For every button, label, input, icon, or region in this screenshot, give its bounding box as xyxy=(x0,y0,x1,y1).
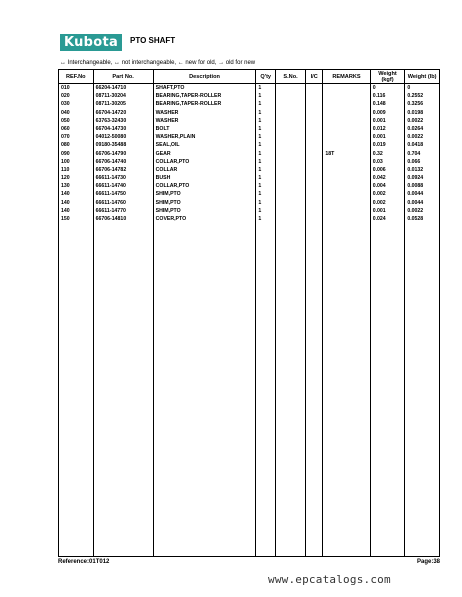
cell-remarks xyxy=(323,92,370,100)
cell-serial-no xyxy=(276,174,306,182)
parts-table xyxy=(58,69,440,557)
table-row xyxy=(59,84,440,93)
cell-qty: 1 xyxy=(256,109,276,117)
cell-serial-no xyxy=(276,100,306,108)
cell-remarks xyxy=(323,109,370,117)
table-row xyxy=(59,109,440,117)
cell-weight-lb: 0 xyxy=(405,84,440,93)
cell-serial-no xyxy=(276,190,306,198)
cell-weight-lb: 0.0924 xyxy=(405,174,440,182)
cell-qty: 1 xyxy=(256,215,276,223)
cell-weight-lb: 0.0418 xyxy=(405,141,440,149)
table-row xyxy=(59,215,440,223)
col-header-qty: Q'ty xyxy=(256,70,276,84)
interchange-legend: ↔ Interchangeable, ↔ not interchangeable, ← new for old, → old for new xyxy=(60,60,256,66)
cell-part-no: 66706-14740 xyxy=(93,158,153,166)
cell-weight-kgf: 0.042 xyxy=(370,174,405,182)
cell-description: WASHER,PLAIN xyxy=(153,133,256,141)
cell-serial-no xyxy=(276,133,306,141)
cell-ic xyxy=(306,207,323,215)
cell-serial-no xyxy=(276,182,306,190)
cell-remarks xyxy=(323,133,370,141)
cell-description: BUSH xyxy=(153,174,256,182)
table-row xyxy=(59,182,440,190)
empty-cell xyxy=(306,223,323,556)
cell-weight-kgf: 0.019 xyxy=(370,141,405,149)
cell-qty: 1 xyxy=(256,141,276,149)
cell-weight-kgf: 0.001 xyxy=(370,133,405,141)
cell-serial-no xyxy=(276,150,306,158)
cell-ref-no: 070 xyxy=(59,133,94,141)
table-row xyxy=(59,133,440,141)
cell-qty: 1 xyxy=(256,166,276,174)
cell-qty: 1 xyxy=(256,150,276,158)
cell-ic xyxy=(306,174,323,182)
cell-part-no: 66706-14782 xyxy=(93,166,153,174)
page-title: PTO SHAFT xyxy=(130,36,176,45)
cell-ref-no: 030 xyxy=(59,100,94,108)
cell-description: COLLAR,PTO xyxy=(153,182,256,190)
cell-weight-kgf: 0.012 xyxy=(370,125,405,133)
cell-part-no: 04012-50080 xyxy=(93,133,153,141)
cell-ic xyxy=(306,215,323,223)
cell-remarks xyxy=(323,215,370,223)
col-header-part-no: Part No. xyxy=(93,70,153,84)
cell-weight-lb: 0.0198 xyxy=(405,109,440,117)
cell-weight-lb: 0.0044 xyxy=(405,190,440,198)
cell-description: SHIM,PTO xyxy=(153,190,256,198)
cell-qty: 1 xyxy=(256,174,276,182)
cell-weight-kgf: 0.001 xyxy=(370,207,405,215)
cell-part-no: 66611-14730 xyxy=(93,174,153,182)
col-header-weight-lb: Weight (lb) xyxy=(405,70,440,84)
cell-weight-kgf: 0.001 xyxy=(370,117,405,125)
cell-part-no: 63763-32430 xyxy=(93,117,153,125)
cell-ref-no: 110 xyxy=(59,166,94,174)
cell-qty: 1 xyxy=(256,182,276,190)
cell-weight-kgf: 0.002 xyxy=(370,199,405,207)
cell-part-no: 66611-14740 xyxy=(93,182,153,190)
cell-part-no: 66611-14750 xyxy=(93,190,153,198)
cell-ref-no: 150 xyxy=(59,215,94,223)
cell-ref-no: 140 xyxy=(59,207,94,215)
col-header-description: Description xyxy=(153,70,256,84)
cell-description: SHAFT,PTO xyxy=(153,84,256,93)
page-number: Page:38 xyxy=(416,559,440,565)
empty-cell xyxy=(323,223,370,556)
parts-table-body xyxy=(59,84,440,557)
cell-remarks xyxy=(323,166,370,174)
cell-ref-no: 130 xyxy=(59,182,94,190)
table-row xyxy=(59,92,440,100)
cell-remarks xyxy=(323,117,370,125)
cell-ref-no: 010 xyxy=(59,84,94,93)
cell-ic xyxy=(306,190,323,198)
cell-ic xyxy=(306,117,323,125)
cell-description: BEARING,TAPER-ROLLER xyxy=(153,92,256,100)
cell-weight-lb: 0.0528 xyxy=(405,215,440,223)
cell-ic xyxy=(306,100,323,108)
kubota-logo: Kubota xyxy=(60,34,122,51)
cell-remarks xyxy=(323,199,370,207)
cell-ref-no: 020 xyxy=(59,92,94,100)
cell-serial-no xyxy=(276,125,306,133)
cell-qty: 1 xyxy=(256,84,276,93)
cell-remarks xyxy=(323,182,370,190)
cell-serial-no xyxy=(276,207,306,215)
cell-ref-no: 040 xyxy=(59,109,94,117)
cell-weight-lb: 0.704 xyxy=(405,150,440,158)
table-row xyxy=(59,174,440,182)
cell-description: COVER,PTO xyxy=(153,215,256,223)
cell-description: SHIM,PTO xyxy=(153,199,256,207)
cell-ref-no: 140 xyxy=(59,199,94,207)
cell-ic xyxy=(306,125,323,133)
cell-part-no: 66704-14730 xyxy=(93,125,153,133)
cell-weight-kgf: 0.009 xyxy=(370,109,405,117)
cell-serial-no xyxy=(276,199,306,207)
reference-label: Reference:01T012 xyxy=(58,559,110,565)
empty-cell xyxy=(370,223,405,556)
cell-weight-lb: 0.3256 xyxy=(405,100,440,108)
cell-ic xyxy=(306,84,323,93)
cell-weight-lb: 0.0132 xyxy=(405,166,440,174)
cell-remarks xyxy=(323,158,370,166)
cell-weight-kgf: 0.002 xyxy=(370,190,405,198)
cell-weight-lb: 0.0264 xyxy=(405,125,440,133)
cell-description: GEAR xyxy=(153,150,256,158)
cell-qty: 1 xyxy=(256,190,276,198)
empty-cell xyxy=(59,223,94,556)
cell-remarks xyxy=(323,207,370,215)
empty-cell xyxy=(405,223,440,556)
table-row xyxy=(59,117,440,125)
cell-ref-no: 080 xyxy=(59,141,94,149)
cell-ic xyxy=(306,133,323,141)
cell-serial-no xyxy=(276,141,306,149)
cell-weight-lb: 0.066 xyxy=(405,158,440,166)
cell-weight-lb: 0.0022 xyxy=(405,207,440,215)
cell-description: SHIM,PTO xyxy=(153,207,256,215)
table-row xyxy=(59,207,440,215)
empty-cell xyxy=(93,223,153,556)
cell-ic xyxy=(306,166,323,174)
col-header-weight-kgf: Weight (kgf) xyxy=(370,70,405,84)
cell-description: WASHER xyxy=(153,117,256,125)
cell-ic xyxy=(306,199,323,207)
cell-ic xyxy=(306,182,323,190)
cell-weight-kgf: 0.004 xyxy=(370,182,405,190)
empty-cell xyxy=(276,223,306,556)
cell-weight-kgf: 0.32 xyxy=(370,150,405,158)
cell-qty: 1 xyxy=(256,92,276,100)
cell-description: BEARING,TAPER-ROLLER xyxy=(153,100,256,108)
cell-weight-lb: 0.0044 xyxy=(405,199,440,207)
table-row xyxy=(59,190,440,198)
cell-ref-no: 090 xyxy=(59,150,94,158)
cell-qty: 1 xyxy=(256,125,276,133)
cell-part-no: 66706-14790 xyxy=(93,150,153,158)
cell-remarks xyxy=(323,190,370,198)
table-header-row xyxy=(59,70,440,84)
cell-serial-no xyxy=(276,84,306,93)
cell-serial-no xyxy=(276,92,306,100)
cell-ic xyxy=(306,141,323,149)
cell-part-no: 66611-14760 xyxy=(93,199,153,207)
cell-qty: 1 xyxy=(256,199,276,207)
col-header-remarks: REMARKS xyxy=(323,70,370,84)
table-row xyxy=(59,141,440,149)
col-header-ic: I/C xyxy=(306,70,323,84)
cell-ic xyxy=(306,92,323,100)
cell-ic xyxy=(306,109,323,117)
cell-ic xyxy=(306,158,323,166)
cell-weight-kgf: 0.006 xyxy=(370,166,405,174)
col-header-serial-no: S.No. xyxy=(276,70,306,84)
cell-weight-kgf: 0.03 xyxy=(370,158,405,166)
cell-weight-lb: 0.0022 xyxy=(405,117,440,125)
empty-cell xyxy=(153,223,256,556)
cell-ref-no: 120 xyxy=(59,174,94,182)
cell-qty: 1 xyxy=(256,207,276,215)
cell-ic xyxy=(306,150,323,158)
cell-description: WASHER xyxy=(153,109,256,117)
cell-ref-no: 140 xyxy=(59,190,94,198)
cell-part-no: 08711-30205 xyxy=(93,100,153,108)
cell-weight-lb: 0.0022 xyxy=(405,133,440,141)
cell-weight-kgf: 0 xyxy=(370,84,405,93)
cell-serial-no xyxy=(276,166,306,174)
table-row xyxy=(59,199,440,207)
col-header-ref-no: REF.No xyxy=(59,70,94,84)
cell-weight-kgf: 0.024 xyxy=(370,215,405,223)
empty-cell xyxy=(256,223,276,556)
cell-part-no: 08711-30204 xyxy=(93,92,153,100)
cell-ref-no: 100 xyxy=(59,158,94,166)
cell-part-no: 09180-35488 xyxy=(93,141,153,149)
cell-remarks xyxy=(323,174,370,182)
cell-remarks xyxy=(323,141,370,149)
cell-remarks: 18T xyxy=(323,150,370,158)
table-filler-row xyxy=(59,223,440,556)
cell-qty: 1 xyxy=(256,117,276,125)
table-row xyxy=(59,158,440,166)
table-row xyxy=(59,166,440,174)
cell-qty: 1 xyxy=(256,133,276,141)
cell-weight-kgf: 0.148 xyxy=(370,100,405,108)
cell-part-no: 66204-14710 xyxy=(93,84,153,93)
cell-remarks xyxy=(323,84,370,93)
cell-serial-no xyxy=(276,117,306,125)
cell-weight-lb: 0.0088 xyxy=(405,182,440,190)
cell-ref-no: 050 xyxy=(59,117,94,125)
cell-weight-kgf: 0.116 xyxy=(370,92,405,100)
cell-serial-no xyxy=(276,158,306,166)
cell-qty: 1 xyxy=(256,100,276,108)
cell-part-no: 66704-14720 xyxy=(93,109,153,117)
cell-ref-no: 060 xyxy=(59,125,94,133)
cell-part-no: 66706-14810 xyxy=(93,215,153,223)
cell-serial-no xyxy=(276,109,306,117)
cell-remarks xyxy=(323,125,370,133)
cell-qty: 1 xyxy=(256,158,276,166)
table-row xyxy=(59,150,440,158)
cell-description: COLLAR xyxy=(153,166,256,174)
cell-weight-lb: 0.2552 xyxy=(405,92,440,100)
cell-description: COLLAR,PTO xyxy=(153,158,256,166)
cell-part-no: 66611-14770 xyxy=(93,207,153,215)
table-row xyxy=(59,100,440,108)
cell-serial-no xyxy=(276,215,306,223)
table-row xyxy=(59,125,440,133)
watermark-text: www.epcatalogs.com xyxy=(268,573,391,586)
cell-description: SEAL,OIL xyxy=(153,141,256,149)
cell-description: BOLT xyxy=(153,125,256,133)
cell-remarks xyxy=(323,100,370,108)
